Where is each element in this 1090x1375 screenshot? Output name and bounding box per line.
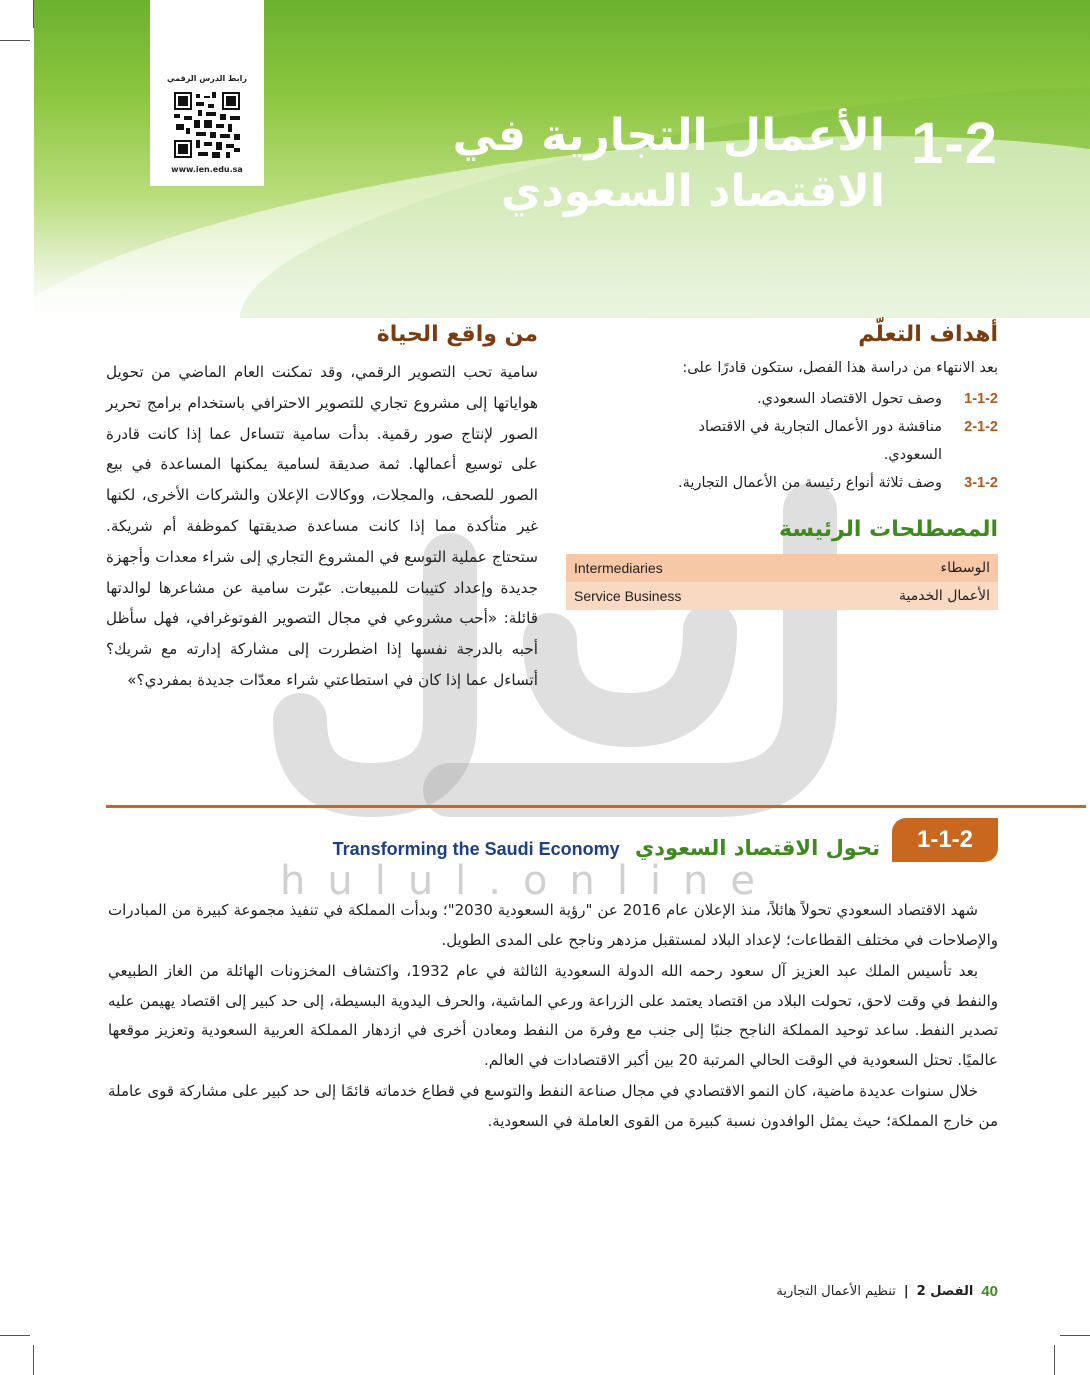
subsection-body xyxy=(108,896,998,1138)
subsection-title-arabic: تحول الاقتصاد السعودي xyxy=(634,836,880,860)
objectives-intro: بعد الانتهاء من دراسة هذا الفصل، ستكون قادرًا على: xyxy=(682,360,998,376)
body-paragraph: بعد تأسيس الملك عبد العزيز آل سعود رحمه الله الدولة السعودية الثالثة في عام 1932، واكتشاف المخزونات الهائلة من الغاز الطبيعي والنفط في وقت لاحق، تحولت البلاد من اقتصاد يعتمد على الزراعة ورعي الماشية، والحرف اليدوية البسيطة، إلى حد كبير إلى اقتصاد يهيمن عليه تصدير النفط. ساعد توحيد المملكة الناجح جنبًا إلى جنب مع وفرة من النفط ومعادن أخرى في ازدهار المملكة العربية السعودية وتعزيز موقعها عالميًا. تحتل السعودية في الوقت الحالي المرتبة 20 بين أكبر الاقتصادات في العالم. xyxy=(108,962,998,1069)
objective-item xyxy=(566,385,998,413)
objectives-column xyxy=(566,322,998,610)
page-number: 40 xyxy=(981,1283,998,1300)
objectives-heading: أهداف التعلّم xyxy=(858,322,998,347)
subsection-number-badge: 1-1-2 xyxy=(892,818,998,862)
objective-number: 1-1-2 xyxy=(964,391,998,407)
crop-mark xyxy=(33,1345,34,1375)
body-paragraph: شهد الاقتصاد السعودي تحولاً هائلاً، منذ الإعلان عام 2016 عن "رؤية السعودية 2030"؛ وبدأت المملكة في تنفيذ مجموعة كبيرة من المبادرات والإصلاحات في مختلف القطاعات؛ لإعداد البلاد لمستقبل مزدهر وناجح على المدى الطويل. xyxy=(108,901,998,949)
lesson-number: 1-2 xyxy=(911,111,998,176)
page-footer xyxy=(776,1283,998,1300)
objective-number: 2-1-2 xyxy=(964,419,998,435)
objective-item xyxy=(566,413,998,469)
qr-card[interactable] xyxy=(150,0,264,186)
real-life-column xyxy=(106,322,538,696)
real-life-text: سامية تحب التصوير الرقمي، وقد تمكنت العام الماضي من تحويل هواياتها إلى مشروع تجاري للتصوير الاحترافي باستخدام برامج تحرير الصور لإنتاج صور رقمية. بدأت سامية تتساءل عما إذا كانت قادرة على توسيع أعمالها. ثمة صديقة لسامية يمكنها المساعدة في بيع الصور للصحف، والمجلات، ووكالات الإعلان والشركات الأخرى، لكنها غير متأكدة مما إذا كانت مساعدة صديقتها كموظفة أم شريكة. ستحتاج عملية التوسع في المشروع التجاري إلى شراء معدات وأجهزة جديدة وإعداد كتيبات للمبيعات. عبّرت سامية عن مشاعرها لوالدتها قائلة: «أحب مشروعي في مجال التصوير الفوتوغرافي، فهل سأظل أحبه بالدرجة نفسها إذا اضطررت إلى مشاركة إدارته مع شريك؟ أتساءل عما إذا كان في استطاعتي شراء معدّات جديدة بمفردي؟» xyxy=(106,363,538,689)
key-terms-heading: المصطلحات الرئيسة xyxy=(779,517,998,542)
table-row xyxy=(566,582,998,610)
body-paragraph: خلال سنوات عديدة ماضية، كان النمو الاقتصادي في مجال صناعة النفط والتوسع في قطاع خدماته قائمًا إلى حد كبير على مشاركة قوى عاملة من خارج المملكة؛ حيث يمثل الوافدون نسبة كبيرة من القوى العاملة في السعودية. xyxy=(108,1082,998,1130)
qr-label: رابط الدرس الرقمي xyxy=(167,74,247,83)
crop-mark xyxy=(1054,1345,1055,1375)
objective-text: وصف تحول الاقتصاد السعودي. xyxy=(757,391,942,407)
term-english: Intermediaries xyxy=(566,554,797,582)
crop-mark xyxy=(0,1335,30,1336)
crop-mark xyxy=(0,40,30,41)
qr-url[interactable]: www.ien.edu.sa xyxy=(171,165,243,174)
section-divider xyxy=(106,805,1086,808)
lesson-title: الأعمال التجارية في الاقتصاد السعودي xyxy=(452,110,885,217)
footer-separator: | xyxy=(903,1284,909,1299)
table-row xyxy=(566,554,998,582)
term-arabic: الوسطاء xyxy=(797,554,998,582)
term-english: Service Business xyxy=(566,582,797,610)
term-arabic: الأعمال الخدمية xyxy=(797,582,998,610)
subsection-title xyxy=(333,836,880,860)
crop-mark xyxy=(1060,1335,1090,1336)
real-life-heading: من واقع الحياة xyxy=(376,322,538,347)
subsection-title-english: Transforming the Saudi Economy xyxy=(332,839,620,859)
footer-chapter: الفصل 2 xyxy=(916,1284,974,1299)
objective-item xyxy=(566,469,998,497)
footer-chapter-title: تنظيم الأعمال التجارية xyxy=(776,1284,896,1299)
objective-text: مناقشة دور الأعمال التجارية في الاقتصاد السعودي. xyxy=(698,419,942,463)
objective-text: وصف ثلاثة أنواع رئيسة من الأعمال التجارية. xyxy=(678,475,942,491)
objective-number: 3-1-2 xyxy=(964,475,998,491)
qr-code-icon[interactable] xyxy=(174,92,240,158)
key-terms-table xyxy=(566,554,998,610)
watermark-text: hulul.online xyxy=(280,858,778,904)
